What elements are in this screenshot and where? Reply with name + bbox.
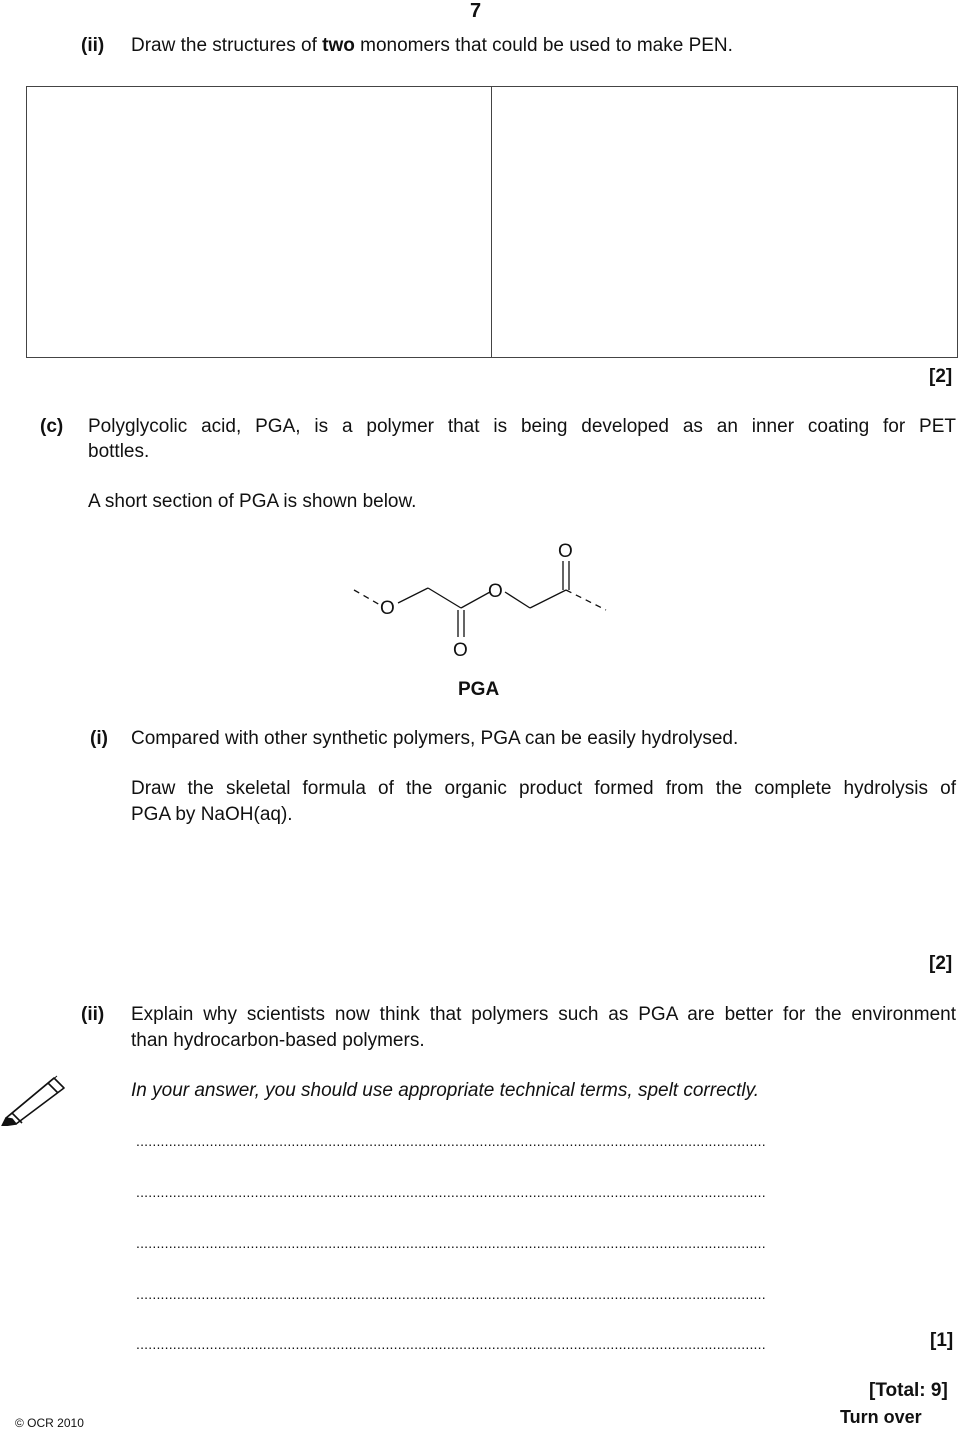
quality-note: In your answer, you should use appropriate technical terms, spelt correctly. <box>131 1080 760 1101</box>
pga-atom-o1: O <box>380 598 395 619</box>
copyright: © OCR 2010 <box>15 1416 84 1430</box>
answer-line-3[interactable]: .......................................................................................................................................................... <box>136 1235 766 1251</box>
pencil-icon <box>0 1072 68 1126</box>
bond-o1-c <box>398 588 428 603</box>
question-c-i-text: Compared with other synthetic polymers, PGA can be easily hydrolysed. <box>131 728 739 749</box>
dashed-bond-left <box>354 590 380 605</box>
page-number: 7 <box>470 0 482 22</box>
pga-atom-o2: O <box>488 581 503 602</box>
pga-atom-o4: O <box>453 640 468 661</box>
answer-line-2[interactable]: .......................................................................................................................................................... <box>136 1184 766 1200</box>
question-c-ii-line2: than hydrocarbon-based polymers. <box>131 1030 425 1051</box>
mark-c-ii: [1] <box>930 1330 954 1351</box>
monomer-answer-box-2[interactable] <box>491 86 958 358</box>
answer-line-1[interactable]: .......................................................................................................................................................... <box>136 1133 766 1149</box>
bond-o2-c <box>505 592 530 608</box>
answer-line-5[interactable]: .......................................................................................................................................................... <box>136 1336 766 1352</box>
question-label-b-ii: (ii) <box>81 35 105 56</box>
pga-structure-diagram <box>340 530 620 710</box>
bond-c-c1 <box>428 588 461 608</box>
bond-c-c2 <box>530 590 566 608</box>
question-c-i-instruction-line1: Draw the skeletal formula of the organic product formed from the complete hydrolysis of <box>131 778 956 799</box>
question-c-intro: A short section of PGA is shown below. <box>88 491 417 512</box>
question-c-line2: bottles. <box>88 441 150 462</box>
turn-over: Turn over <box>840 1407 922 1427</box>
monomer-answer-box-1[interactable] <box>26 86 493 358</box>
bond-c1-o2 <box>461 592 490 608</box>
pga-atom-o3: O <box>558 541 573 562</box>
question-label-c-ii: (ii) <box>81 1004 105 1025</box>
question-c-i-instruction-line2: PGA by NaOH(aq). <box>131 804 293 825</box>
hydrolysis-answer-space[interactable] <box>131 840 951 940</box>
answer-line-4[interactable]: .......................................................................................................................................................... <box>136 1286 766 1302</box>
mark-c-i: [2] <box>929 953 953 974</box>
question-c-line1: Polyglycolic acid, PGA, is a polymer that is being developed as an inner coating for PET <box>88 416 956 437</box>
question-b-ii-text: Draw the structures of two monomers that could be used to make PEN. <box>131 35 733 56</box>
pga-name: PGA <box>458 679 500 700</box>
total-marks: [Total: 9] <box>869 1380 948 1401</box>
question-label-c-i: (i) <box>90 728 108 749</box>
question-c-ii-line1: Explain why scientists now think that polymers such as PGA are better for the environment <box>131 1004 956 1025</box>
question-label-c: (c) <box>40 416 64 437</box>
dashed-bond-right <box>566 590 606 610</box>
mark-b-ii: [2] <box>929 366 953 387</box>
